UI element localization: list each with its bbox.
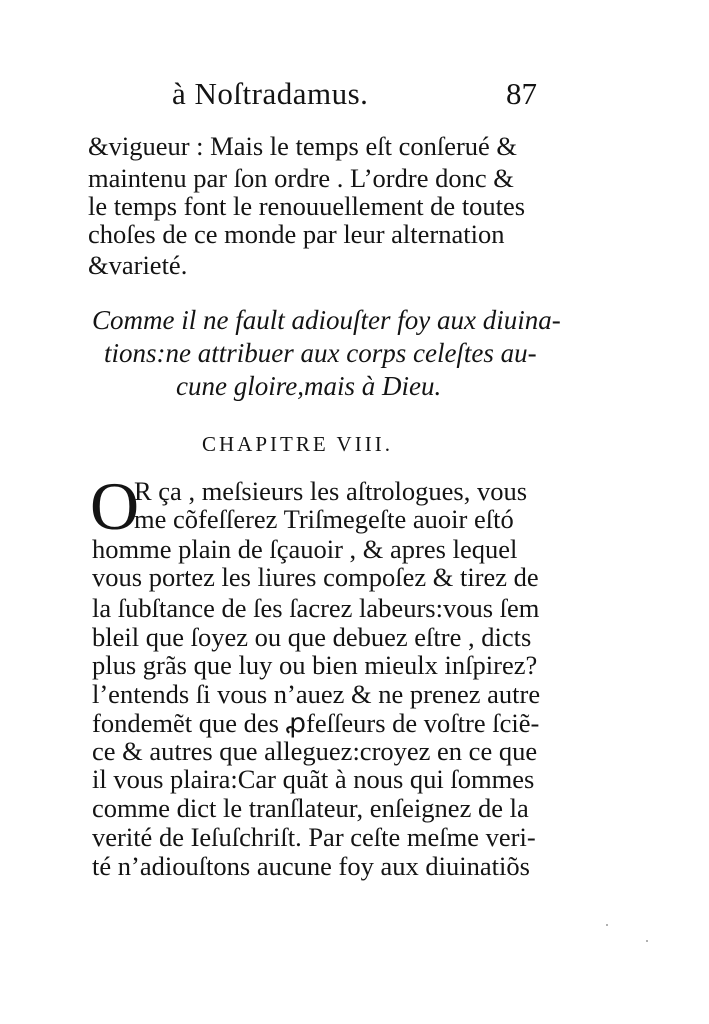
text-line: verité de Ieſuſchriſt. Par ceſte meſme veri- bbox=[92, 822, 536, 852]
text-line: il vous plaira:Car quãt à nous qui ſommes bbox=[92, 764, 535, 794]
text-line: bleil que ſoyez ou que debuez eſtre , dicts bbox=[92, 622, 532, 652]
text-line: &vigueur : Mais le temps eſt conſerué & bbox=[88, 131, 518, 161]
page-number: 87 bbox=[506, 76, 537, 111]
scan-speck bbox=[646, 940, 648, 942]
text-line: plus grãs que luy ou bien mieulx inſpirez? bbox=[92, 650, 538, 680]
text-line: choſes de ce monde par leur alternation bbox=[88, 219, 505, 249]
text-line: homme plain de ſçauoir , & apres lequel bbox=[92, 534, 518, 564]
text-line: vous portez les liures compoſez & tirez de bbox=[92, 562, 539, 592]
running-title: à Noſtradamus. bbox=[172, 76, 369, 111]
section-heading-line: cune gloire,mais à Dieu. bbox=[176, 371, 442, 401]
text-line: maintenu par ſon ordre . L’ordre donc & bbox=[88, 163, 514, 193]
scan-speck bbox=[606, 924, 608, 926]
text-line: me cõfeſſerez Triſmegeſte auoir eſtó bbox=[134, 504, 514, 534]
text-line: té n’adiouſtons aucune foy aux diuinatiõs bbox=[92, 851, 530, 881]
text-line: comme dict le tranſlateur, enſeignez de la bbox=[92, 793, 529, 823]
section-heading-line: tions:ne attribuer aux corps celeſtes au- bbox=[104, 338, 537, 368]
running-head bbox=[150, 76, 550, 116]
chapter-title: CHAPITRE VIII. bbox=[202, 432, 393, 456]
text-line: la ſubſtance de ſes ſacrez labeurs:vous ſem bbox=[92, 593, 540, 623]
text-line: R ça , meſsieurs les aſtrologues, vous bbox=[134, 476, 528, 506]
drop-cap: O bbox=[90, 468, 140, 544]
text-line: le temps font le renouuellement de toutes bbox=[88, 191, 526, 221]
text-line: &varieté. bbox=[88, 250, 188, 280]
section-heading-line: Comme il ne fault adiouſter foy aux diuina- bbox=[92, 305, 561, 335]
text-line: ce & autres que alleguez:croyez en ce que bbox=[92, 736, 538, 766]
text-line: l’entends ſi vous n’auez & ne prenez autre bbox=[92, 679, 541, 709]
text-line: fondemẽt que des ꝓfeſſeurs de voſtre ſciẽ- bbox=[92, 708, 540, 738]
